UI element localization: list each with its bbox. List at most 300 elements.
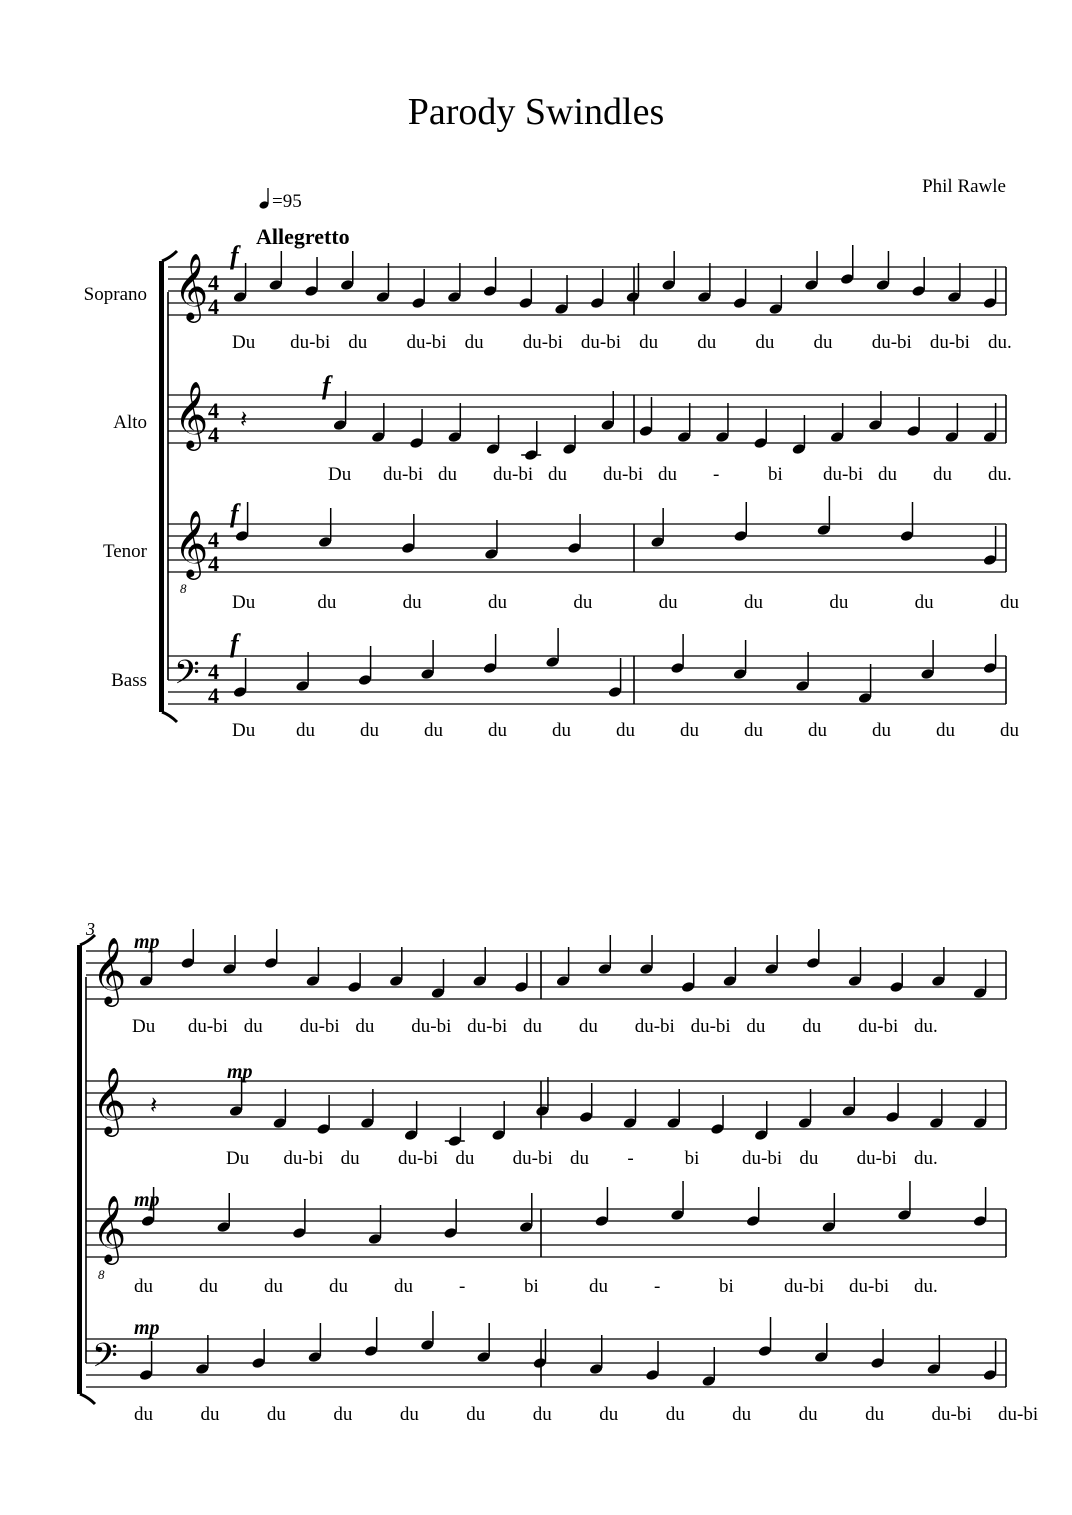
treble-clef-icon: 𝄞 [174, 509, 209, 577]
lyric-syllable: du [464, 332, 484, 353]
lyric-syllable: du [914, 592, 934, 613]
quarter-note-icon [259, 188, 270, 210]
lyric-syllable: du [808, 720, 827, 741]
lyric-syllable: du [658, 464, 677, 485]
lyric-syllable: du-bi [580, 332, 622, 353]
lyrics-row [132, 1016, 938, 1037]
time-signature-numerator: 4 [208, 270, 219, 295]
lyric-syllable: du [744, 592, 763, 613]
lyric-syllable: du-bi [603, 464, 644, 485]
lyric-syllable: du [589, 1276, 608, 1297]
lyric-syllable: - [713, 464, 720, 485]
lyric-syllable: du [933, 464, 952, 485]
lyric-syllable: du-bi [871, 332, 912, 353]
lyric-syllable: du-bi [187, 1016, 228, 1037]
dynamic-marking: f [322, 371, 331, 400]
note [589, 1335, 604, 1375]
note [973, 1089, 988, 1129]
note [295, 652, 310, 692]
lyric-syllable: du [199, 1276, 218, 1297]
staff-lines [86, 951, 1006, 999]
note [876, 251, 891, 291]
lyric-syllable: du-bi [283, 1148, 324, 1169]
lyric-syllable: du [872, 720, 891, 741]
note [545, 628, 560, 668]
note [139, 1341, 154, 1381]
note [368, 1205, 383, 1245]
note [371, 403, 386, 443]
lyric-syllable: du [348, 332, 368, 353]
note [722, 947, 737, 987]
lyric-syllable: du [936, 720, 955, 741]
lyric-syllable: du [333, 1404, 353, 1425]
note-row [333, 391, 998, 461]
tempo-text: Allegretto [256, 224, 350, 249]
staff-tenor [103, 496, 1020, 613]
dynamic-marking: mp [134, 931, 160, 953]
note [229, 1077, 244, 1117]
lyric-syllable: du [865, 1404, 885, 1425]
note [830, 403, 845, 443]
note [806, 929, 821, 969]
note [666, 1089, 681, 1129]
quarter-rest-icon: 𝄽 [240, 405, 248, 433]
note [519, 1193, 534, 1233]
note [476, 1323, 491, 1363]
note [484, 520, 499, 560]
lyrics-row [134, 1404, 1038, 1425]
note [791, 415, 806, 455]
note [409, 409, 424, 449]
lyric-syllable: bi [684, 1148, 700, 1169]
note [900, 502, 915, 542]
lyric-syllable: du-bi [690, 1016, 731, 1037]
lyric-syllable: du [732, 1404, 752, 1425]
note [897, 1181, 912, 1221]
note [795, 652, 810, 692]
lyric-syllable: du [665, 1404, 685, 1425]
note [360, 1089, 375, 1129]
note [594, 1187, 609, 1227]
lyric-syllable: du [802, 1016, 822, 1037]
lyric-syllable: du [466, 1404, 486, 1425]
tempo-marking [256, 188, 350, 249]
lyrics-row [134, 1276, 938, 1297]
staff-alto [113, 371, 1012, 485]
note [670, 1181, 685, 1221]
note [697, 263, 712, 303]
note [597, 935, 612, 975]
lyric-syllable: du-bi [398, 1148, 439, 1169]
note [600, 391, 615, 431]
note [272, 1089, 287, 1129]
lyric-syllable: Du [132, 1016, 156, 1037]
tempo-value: =95 [272, 191, 302, 212]
note-row [141, 1181, 988, 1245]
time-signature-numerator: 4 [208, 527, 219, 552]
lyric-syllable: du-bi [823, 464, 864, 485]
staff-lines [168, 656, 1006, 704]
lyric-syllable: du [438, 464, 457, 485]
note [764, 935, 779, 975]
note [404, 1101, 419, 1141]
lyric-syllable: du. [914, 1148, 938, 1169]
note [533, 1329, 548, 1369]
lyric-syllable: du [134, 1404, 153, 1425]
note [973, 1187, 988, 1227]
note [983, 526, 998, 566]
note [420, 640, 435, 680]
note [983, 269, 998, 309]
note [358, 646, 373, 686]
note [139, 947, 154, 987]
lyric-syllable: du [523, 1016, 542, 1037]
note [333, 391, 348, 431]
note [420, 1311, 435, 1351]
piece-title: Parody Swindles [407, 91, 665, 133]
note [411, 269, 426, 309]
note [180, 929, 195, 969]
note [486, 415, 501, 455]
lyric-syllable: du [424, 720, 443, 741]
lyric-syllable: du [266, 1404, 286, 1425]
lyric-syllable: du-bi [849, 1276, 890, 1297]
note [733, 640, 748, 680]
lyric-syllable: du. [988, 464, 1012, 485]
note [983, 1341, 998, 1381]
note [268, 251, 283, 291]
staff-name: Bass [111, 670, 147, 691]
note [514, 953, 529, 993]
note [670, 634, 685, 674]
staff-lines [86, 1209, 1006, 1257]
note [816, 496, 831, 536]
note [758, 1317, 773, 1357]
note [318, 508, 333, 548]
note [639, 397, 654, 437]
note [973, 959, 988, 999]
lyric-syllable: du [1000, 720, 1019, 741]
note [304, 257, 319, 297]
note [292, 1199, 307, 1239]
note [364, 1317, 379, 1357]
note [472, 947, 487, 987]
note [926, 1335, 941, 1375]
note [754, 1101, 769, 1141]
note-row [235, 496, 998, 566]
lyric-syllable: du-bi [858, 1016, 899, 1037]
staff-lines [168, 524, 1006, 572]
lyric-syllable: du-bi [493, 464, 534, 485]
note [858, 664, 873, 704]
lyric-syllable: du [360, 720, 379, 741]
lyric-syllable: du [134, 1276, 153, 1297]
lyric-syllable: Du [328, 464, 352, 485]
lyric-syllable: bi [719, 1276, 734, 1297]
lyric-syllable: du [264, 1276, 283, 1297]
note [929, 1089, 944, 1129]
note [316, 1095, 331, 1135]
lyric-syllable: du [746, 1016, 766, 1037]
lyric-syllable: du [200, 1404, 220, 1425]
note [562, 415, 577, 455]
staff-bass [86, 1311, 1038, 1425]
note [710, 1095, 725, 1135]
note-row [233, 245, 998, 315]
time-signature-denominator: 4 [208, 422, 219, 447]
dynamic-marking: f [230, 629, 239, 658]
staff-name: Soprano [83, 284, 147, 305]
note [681, 953, 696, 993]
lyrics-row [226, 1148, 938, 1169]
lyric-syllable: du-bi [522, 332, 563, 353]
quarter-rest-icon: 𝄽 [150, 1091, 158, 1119]
lyric-syllable: du [813, 332, 833, 353]
note [483, 257, 498, 297]
note [733, 502, 748, 542]
note [445, 1107, 465, 1147]
note [911, 257, 926, 297]
note [483, 634, 498, 674]
composer-name: Phil Rawle [922, 176, 1006, 197]
note [431, 959, 446, 999]
note [518, 269, 533, 309]
lyric-syllable: du-bi [998, 1404, 1039, 1425]
note [701, 1347, 716, 1387]
dynamic-marking: mp [134, 1317, 160, 1339]
note [264, 929, 279, 969]
lyric-syllable: du [798, 1404, 818, 1425]
staff-name: Tenor [102, 541, 147, 562]
lyric-syllable: du [799, 1148, 819, 1169]
note [233, 658, 248, 698]
note [885, 1083, 900, 1123]
note [983, 634, 998, 674]
octave-marker: 8 [180, 581, 187, 596]
note [944, 403, 959, 443]
lyric-syllable: du [755, 332, 775, 353]
note [401, 514, 416, 554]
lyric-syllable: du-bi [406, 332, 447, 353]
note [870, 1329, 885, 1369]
system-1 [84, 241, 1020, 741]
lyric-syllable: bi [768, 464, 783, 485]
measure-number: 3 [86, 919, 95, 939]
lyrics-row [232, 592, 1020, 613]
bass-clef-icon: 𝄢 [174, 654, 200, 700]
dynamic-marking: mp [134, 1189, 160, 1211]
lyric-syllable: du [488, 592, 507, 613]
note [814, 1323, 829, 1363]
lyric-syllable: du-bi [742, 1148, 783, 1169]
lyrics-row [328, 464, 1012, 485]
dynamic-marking: f [230, 241, 239, 270]
note [840, 245, 855, 285]
note [521, 421, 541, 461]
note [906, 397, 921, 437]
lyric-syllable: du [658, 592, 678, 613]
note [491, 1101, 506, 1141]
note [626, 263, 641, 303]
lyric-syllable: du. [914, 1276, 938, 1297]
lyric-syllable: du [616, 720, 635, 741]
note [920, 640, 935, 680]
lyric-syllable: - [627, 1148, 634, 1169]
lyric-syllable: du [394, 1276, 413, 1297]
lyric-syllable: du [829, 592, 849, 613]
note [848, 947, 863, 987]
note-row [139, 929, 988, 999]
note [347, 953, 362, 993]
note [983, 403, 998, 443]
lyric-syllable: du [355, 1016, 375, 1037]
lyric-syllable: du [243, 1016, 263, 1037]
note [639, 935, 654, 975]
note-row [229, 1077, 988, 1147]
note [216, 1193, 231, 1233]
lyric-syllable: du [552, 720, 571, 741]
lyric-syllable: du-bi [512, 1148, 553, 1169]
note [715, 403, 730, 443]
note [556, 947, 571, 987]
lyric-syllable: du-bi [467, 1016, 508, 1037]
lyric-syllable: du-bi [931, 1404, 972, 1425]
lyric-syllable: Du [232, 592, 256, 613]
lyric-syllable: du [578, 1016, 598, 1037]
lyric-syllable: du [573, 592, 593, 613]
staff-soprano [86, 929, 1006, 1037]
staff-bass [111, 628, 1019, 741]
time-signature-denominator: 4 [208, 683, 219, 708]
note [554, 275, 569, 315]
lyrics-row [232, 332, 1012, 353]
lyric-syllable: du-bi [634, 1016, 675, 1037]
note-row [233, 628, 998, 704]
lyric-syllable: du [455, 1148, 475, 1169]
note [746, 1187, 761, 1227]
lyric-syllable: du-bi [299, 1016, 340, 1037]
staff-soprano [84, 241, 1012, 353]
lyric-syllable: du [329, 1276, 348, 1297]
note [804, 251, 819, 291]
time-signature-numerator: 4 [208, 398, 219, 423]
lyric-syllable: du [488, 720, 507, 741]
treble-clef-icon: 𝄞 [174, 252, 209, 320]
note [947, 263, 962, 303]
note [733, 269, 748, 309]
lyric-syllable: du-bi [856, 1148, 897, 1169]
note [645, 1341, 660, 1381]
lyric-syllable: du [878, 464, 897, 485]
lyric-syllable: du-bi [784, 1276, 825, 1297]
note [307, 1323, 322, 1363]
note [579, 1083, 594, 1123]
lyric-syllable: du-bi [383, 464, 424, 485]
time-signature-numerator: 4 [208, 659, 219, 684]
note [931, 947, 946, 987]
lyric-syllable: du [1000, 592, 1019, 613]
staff-lines [168, 267, 1006, 315]
lyric-syllable: du-bi [929, 332, 970, 353]
lyric-syllable: Du [232, 332, 256, 353]
lyric-syllable: Du [226, 1148, 250, 1169]
staff-lines [86, 1081, 1006, 1129]
lyric-syllable: du. [988, 332, 1012, 353]
staff-tenor [86, 1181, 1006, 1297]
note [447, 403, 462, 443]
lyric-syllable: du-bi [290, 332, 331, 353]
lyric-syllable: du [570, 1148, 589, 1169]
octave-marker: 8 [98, 1267, 105, 1282]
staff-name: Alto [113, 412, 147, 433]
note [389, 947, 404, 987]
lyric-syllable: du [296, 720, 315, 741]
note [650, 508, 665, 548]
bass-clef-icon: 𝄢 [92, 1337, 118, 1383]
lyric-syllable: du [639, 332, 659, 353]
treble-clef-icon: 𝄞 [92, 1066, 127, 1134]
note [340, 251, 355, 291]
lyric-syllable: du [317, 592, 337, 613]
treble-clef-icon: 𝄞 [174, 380, 209, 448]
note [868, 391, 883, 431]
lyric-syllable: du [402, 592, 422, 613]
lyric-syllable: du-bi [411, 1016, 452, 1037]
lyric-syllable: du [680, 720, 699, 741]
note [376, 263, 391, 303]
lyric-syllable: du [697, 332, 717, 353]
lyric-syllable: du [399, 1404, 419, 1425]
note [447, 263, 462, 303]
time-signature-denominator: 4 [208, 294, 219, 319]
note [798, 1089, 813, 1129]
note [841, 1077, 856, 1117]
note [677, 403, 692, 443]
lyric-syllable: Du [232, 720, 256, 741]
note [567, 514, 582, 554]
lyric-syllable: du [532, 1404, 552, 1425]
lyric-syllable: bi [524, 1276, 539, 1297]
dynamic-marking: f [230, 499, 239, 528]
treble-clef-icon: 𝄞 [92, 936, 127, 1004]
lyric-syllable: du [340, 1148, 360, 1169]
lyrics-row [232, 720, 1020, 741]
note [443, 1199, 458, 1239]
time-signature-denominator: 4 [208, 551, 219, 576]
note [195, 1335, 210, 1375]
note [251, 1329, 266, 1369]
note [889, 953, 904, 993]
staff-alto [86, 1061, 1006, 1169]
note [768, 275, 783, 315]
note [535, 1077, 550, 1117]
note-row [139, 1311, 998, 1387]
note [608, 658, 623, 698]
treble-clef-icon: 𝄞 [92, 1194, 127, 1262]
lyric-syllable: du [744, 720, 763, 741]
note [305, 947, 320, 987]
lyric-syllable: du. [914, 1016, 938, 1037]
note [753, 409, 768, 449]
lyric-syllable: - [459, 1276, 466, 1297]
note [222, 935, 237, 975]
system-2 [77, 919, 1038, 1425]
lyric-syllable: - [654, 1276, 661, 1297]
note [590, 269, 605, 309]
dynamic-marking: mp [227, 1061, 253, 1083]
lyric-syllable: du [548, 464, 567, 485]
lyric-syllable: du [599, 1404, 619, 1425]
